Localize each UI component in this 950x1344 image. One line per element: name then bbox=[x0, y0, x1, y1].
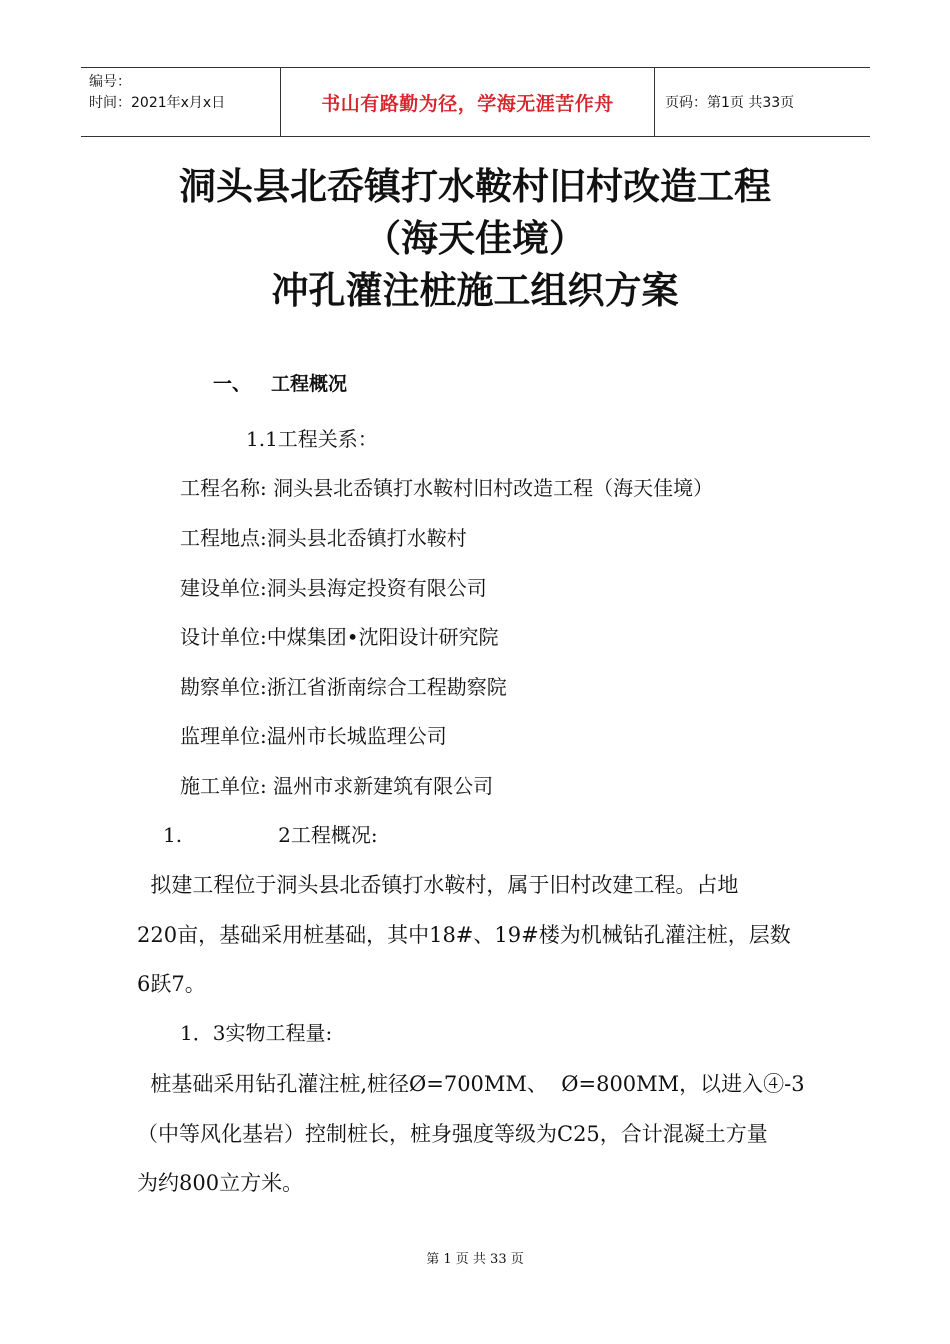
builder-unit: 施工单位: 温州市求新建筑有限公司 bbox=[180, 774, 494, 798]
header-meta bbox=[81, 68, 281, 136]
subsection-1-2 bbox=[163, 819, 378, 848]
section-number: 一、 bbox=[213, 373, 252, 395]
subsection-1-3: 1．3实物工程量: bbox=[180, 1021, 333, 1045]
overview-line-2: 220亩，基础采用桩基础，其中18#、19#楼为机械钻孔灌注桩，层数 bbox=[137, 923, 791, 947]
header-motto-cell bbox=[281, 68, 655, 136]
construction-unit: 建设单位:洞头县海定投资有限公司 bbox=[180, 576, 487, 600]
overview-line-3: 6跃7。 bbox=[137, 972, 206, 996]
subsection-1-2-title: 2工程概况: bbox=[278, 823, 378, 847]
doc-title-line3: 冲孔灌注桩施工组织方案 bbox=[271, 268, 679, 312]
page-footer: 第 1 页 共 33 页 bbox=[426, 1252, 524, 1267]
project-name: 工程名称: 洞头县北岙镇打水鞍村旧村改造工程（海天佳境） bbox=[180, 476, 714, 500]
supervision-unit: 监理单位:温州市长城监理公司 bbox=[180, 724, 447, 748]
quantity-line-3: 为约800立方米。 bbox=[137, 1171, 304, 1195]
quantity-line-2: （中等风化基岩）控制桩长，桩身强度等级为C25，合计混凝土方量 bbox=[137, 1122, 768, 1146]
doc-title-line2: （海天佳境） bbox=[364, 216, 586, 260]
header-page-info: 页码：第1页 共33页 bbox=[665, 95, 795, 111]
design-unit: 设计单位:中煤集团•沈阳设计研究院 bbox=[180, 625, 499, 649]
page-header bbox=[81, 67, 870, 137]
subsection-1-1: 1.1工程关系： bbox=[246, 427, 378, 451]
subsection-1-2-number: 1. bbox=[163, 823, 183, 847]
doc-number-label: 编号： bbox=[89, 74, 131, 90]
survey-unit: 勘察单位:浙江省浙南综合工程勘察院 bbox=[180, 675, 507, 699]
overview-line-1: 拟建工程位于洞头县北岙镇打水鞍村，属于旧村改建工程。占地 bbox=[137, 873, 739, 897]
doc-time-label: 时间：2021年x月x日 bbox=[89, 95, 226, 111]
section-heading bbox=[213, 369, 347, 396]
quantity-line-1: 桩基础采用钻孔灌注桩,桩径Ø=700MM、 Ø=800MM，以进入④-3 bbox=[137, 1072, 805, 1096]
doc-title-line1: 洞头县北岙镇打水鞍村旧村改造工程 bbox=[179, 164, 771, 208]
header-motto: 书山有路勤为径，学海无涯苦作舟 bbox=[321, 92, 614, 115]
section-title: 工程概况 bbox=[271, 373, 348, 395]
project-location: 工程地点:洞头县北岙镇打水鞍村 bbox=[180, 526, 467, 550]
